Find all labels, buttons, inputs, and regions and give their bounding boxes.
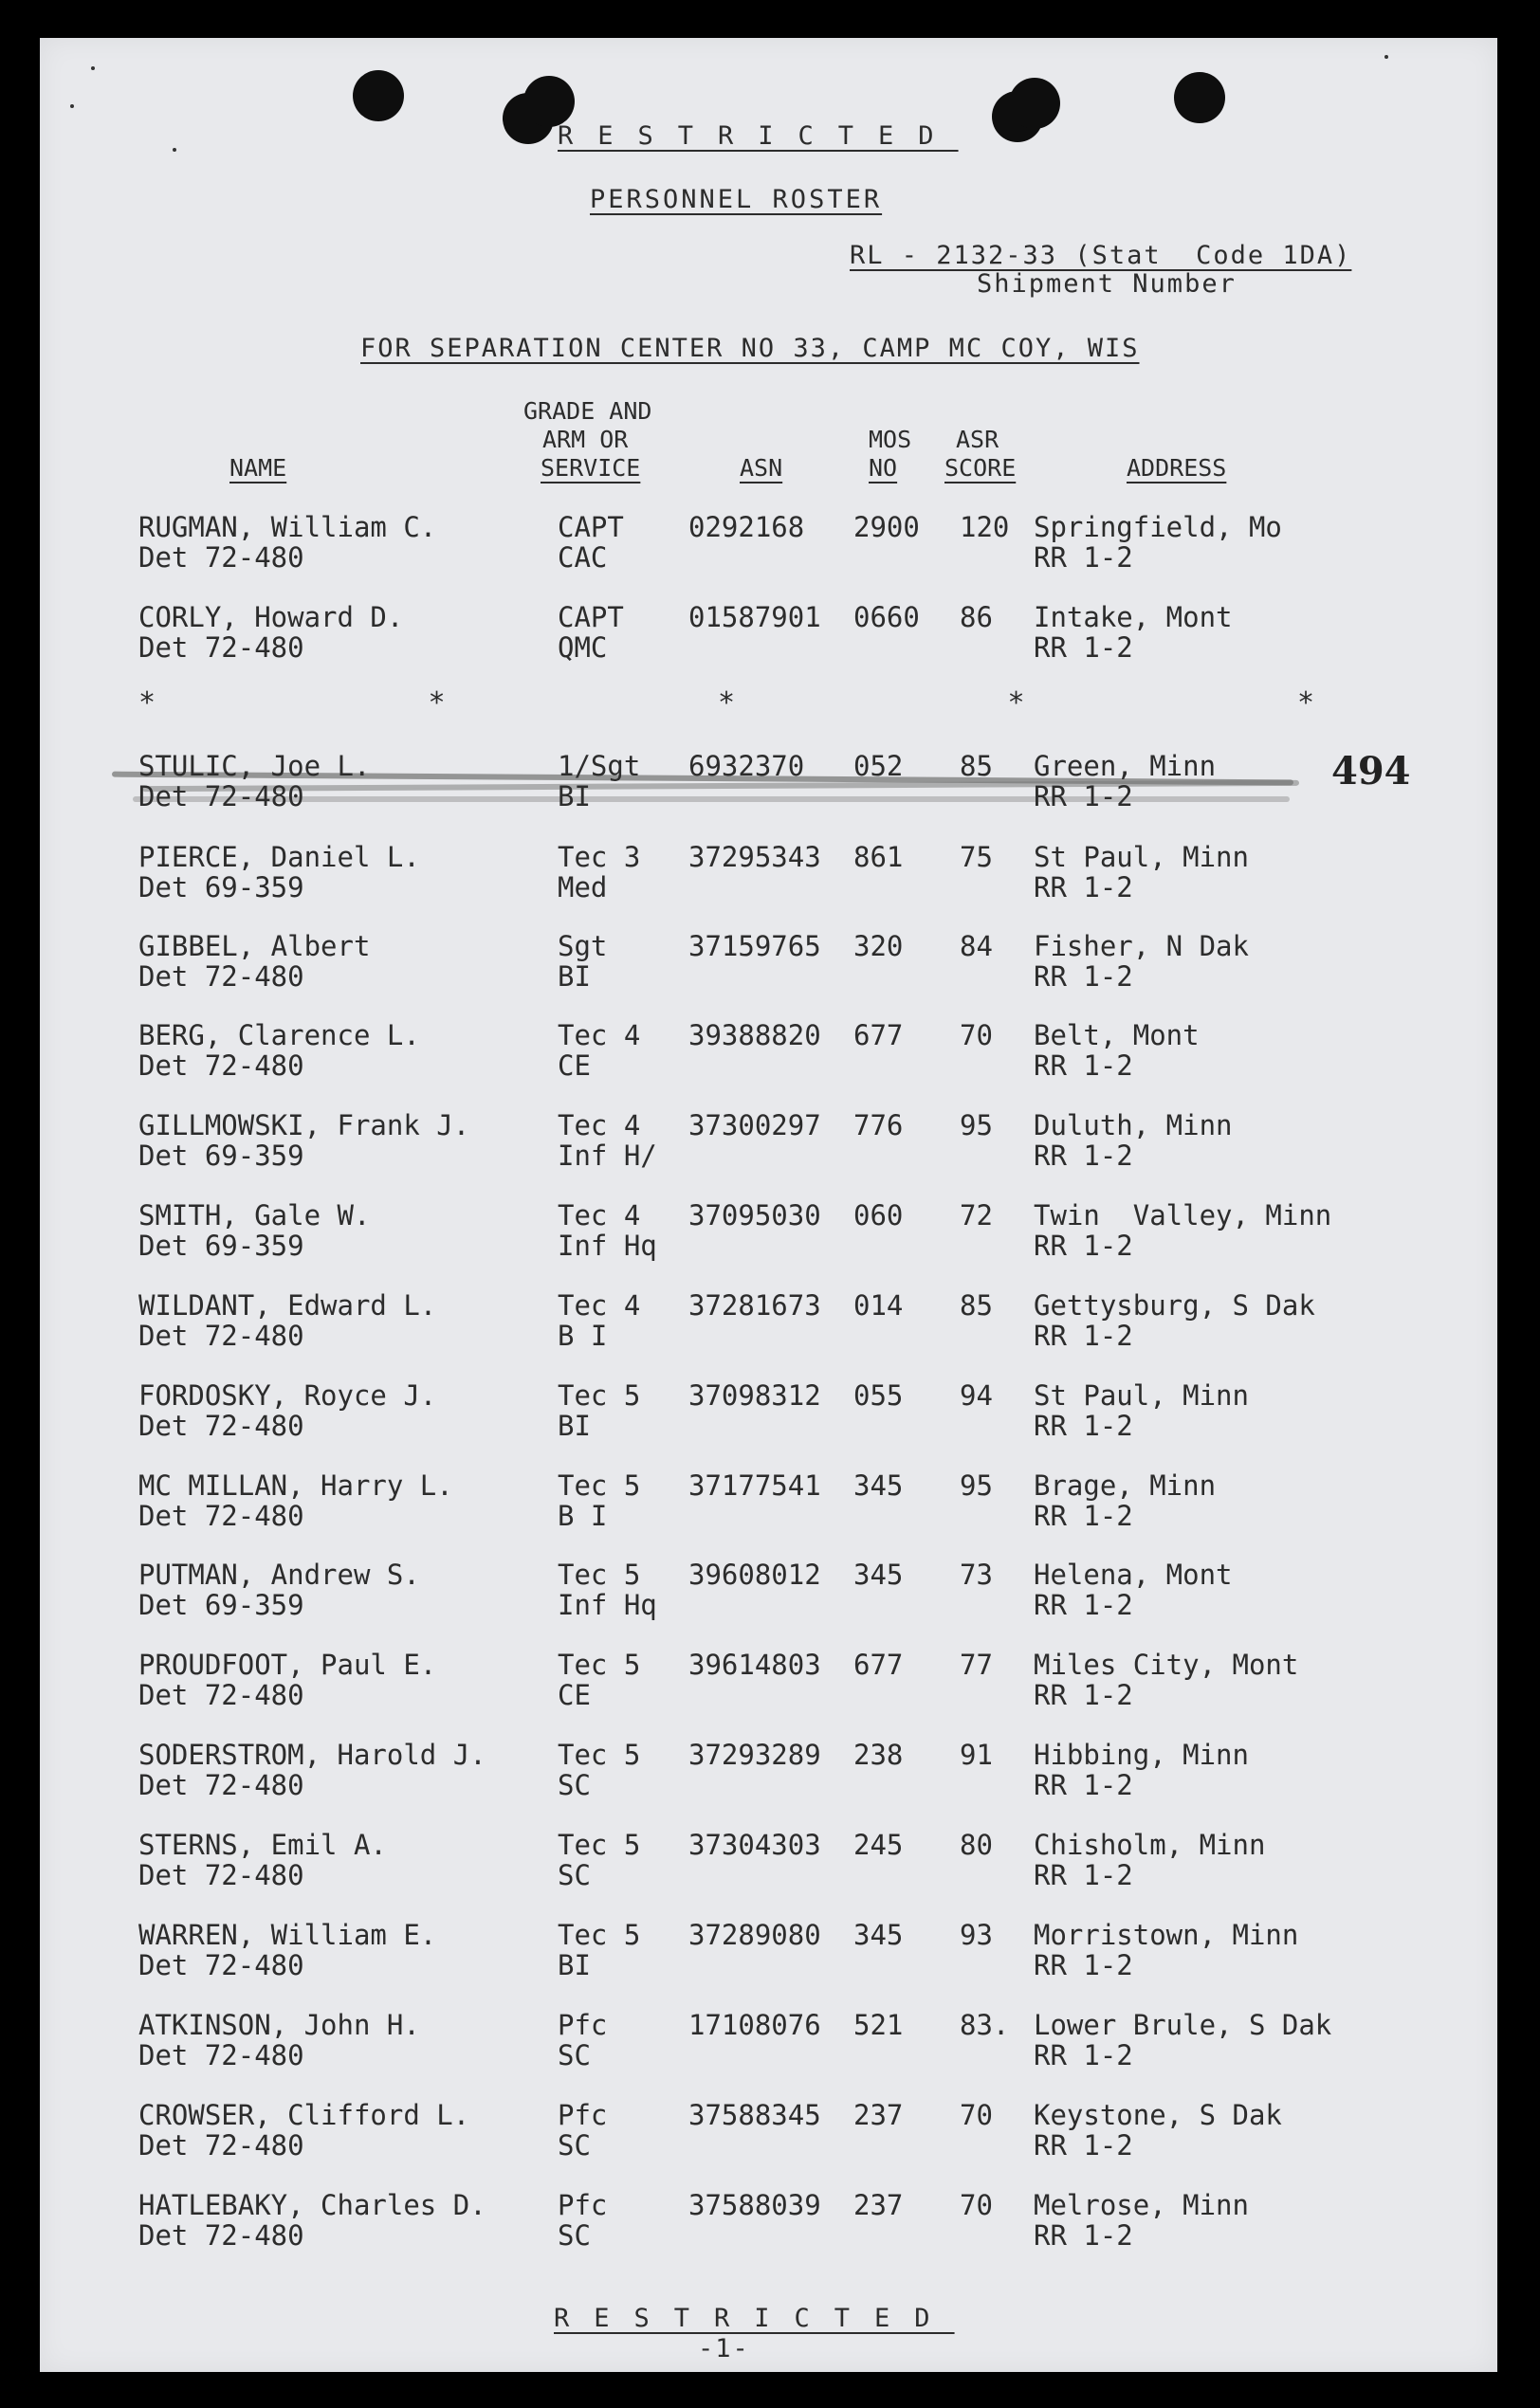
roster-rr: RR 1-2 <box>1034 1589 1133 1621</box>
roster-service: Med <box>558 871 608 903</box>
roster-mos: 237 <box>853 2099 904 2131</box>
roster-mos: 861 <box>853 841 904 873</box>
punch-hole-right-3 <box>1174 72 1225 123</box>
roster-name: STULIC, Joe L. <box>138 750 371 782</box>
roster-unit: Det 69-359 <box>138 1140 304 1172</box>
paper-speck <box>70 104 74 108</box>
roster-service: SC <box>558 1859 591 1891</box>
roster-grade: Tec 5 <box>558 1829 641 1861</box>
roster-rr: RR 1-2 <box>1034 1140 1133 1172</box>
roster-service: Inf H/ <box>558 1140 657 1172</box>
roster-address: Helena, Mont <box>1034 1559 1233 1591</box>
roster-name: WARREN, William E. <box>138 1919 437 1951</box>
roster-grade: Tec 5 <box>558 1469 641 1502</box>
roster-name: CORLY, Howard D. <box>138 601 404 633</box>
roster-asn: 0292168 <box>688 511 805 543</box>
roster-unit: Det 72-480 <box>138 2219 304 2252</box>
roster-service: CAC <box>558 541 608 574</box>
roster-name: HATLEBAKY, Charles D. <box>138 2189 486 2221</box>
roster-name: PUTMAN, Andrew S. <box>138 1559 420 1591</box>
roster-score: 70 <box>960 2099 993 2131</box>
shipment-code: RL - 2132-33 (Stat Code 1DA) <box>850 241 1352 270</box>
roster-name: GILLMOWSKI, Frank J. <box>138 1109 470 1141</box>
roster-rr: RR 1-2 <box>1034 2039 1133 2071</box>
roster-name: SODERSTROM, Harold J. <box>138 1739 486 1771</box>
roster-mos: 320 <box>853 930 904 962</box>
roster-mos: 052 <box>853 750 904 782</box>
roster-address: Hibbing, Minn <box>1034 1739 1249 1771</box>
separator-star: * <box>428 686 446 720</box>
punch-hole-left-1 <box>353 70 404 121</box>
roster-unit: Det 72-480 <box>138 960 304 993</box>
col-header-name: NAME <box>229 454 287 482</box>
roster-score: 73 <box>960 1559 993 1591</box>
roster-unit: Det 72-480 <box>138 2039 304 2071</box>
roster-asn: 37098312 <box>688 1379 821 1412</box>
roster-mos: 776 <box>853 1109 904 1141</box>
roster-address: Belt, Mont <box>1034 1019 1200 1051</box>
roster-address: Melrose, Minn <box>1034 2189 1249 2221</box>
roster-address: Intake, Mont <box>1034 601 1233 633</box>
roster-unit: Det 72-480 <box>138 1410 304 1442</box>
roster-score: 75 <box>960 841 993 873</box>
roster-score: 83. <box>960 2009 1010 2041</box>
roster-mos: 2900 <box>853 511 920 543</box>
roster-score: 95 <box>960 1469 993 1502</box>
roster-score: 93 <box>960 1919 993 1951</box>
col-header-grade-3: SERVICE <box>541 454 641 482</box>
roster-service: BI <box>558 780 591 812</box>
roster-address: Brage, Minn <box>1034 1469 1217 1502</box>
roster-asn: 37300297 <box>688 1109 821 1141</box>
roster-asn: 39614803 <box>688 1649 821 1681</box>
roster-asn: 17108076 <box>688 2009 821 2041</box>
roster-score: 70 <box>960 2189 993 2221</box>
roster-rr: RR 1-2 <box>1034 2219 1133 2252</box>
roster-rr: RR 1-2 <box>1034 541 1133 574</box>
roster-grade: Tec 4 <box>558 1199 641 1231</box>
roster-mos: 245 <box>853 1829 904 1861</box>
roster-unit: Det 72-480 <box>138 2129 304 2162</box>
roster-address: St Paul, Minn <box>1034 1379 1249 1412</box>
roster-score: 72 <box>960 1199 993 1231</box>
roster-unit: Det 69-359 <box>138 1230 304 1262</box>
punch-hole-left-3 <box>523 76 575 127</box>
roster-unit: Det 72-480 <box>138 1500 304 1532</box>
roster-asn: 37304303 <box>688 1829 821 1861</box>
roster-rr: RR 1-2 <box>1034 1230 1133 1262</box>
roster-service: QMC <box>558 631 608 664</box>
roster-mos: 521 <box>853 2009 904 2041</box>
roster-unit: Det 72-480 <box>138 780 304 812</box>
roster-unit: Det 72-480 <box>138 631 304 664</box>
roster-service: B I <box>558 1320 608 1352</box>
classification-top: RESTRICTED <box>558 121 959 151</box>
roster-name: PROUDFOOT, Paul E. <box>138 1649 437 1681</box>
roster-service: SC <box>558 2219 591 2252</box>
roster-name: SMITH, Gale W. <box>138 1199 371 1231</box>
col-header-asn: ASN <box>740 454 783 482</box>
roster-asn: 37177541 <box>688 1469 821 1502</box>
roster-mos: 345 <box>853 1469 904 1502</box>
roster-unit: Det 72-480 <box>138 541 304 574</box>
roster-name: PIERCE, Daniel L. <box>138 841 420 873</box>
roster-name: WILDANT, Edward L. <box>138 1289 437 1322</box>
roster-grade: Tec 5 <box>558 1919 641 1951</box>
roster-address: Green, Minn <box>1034 750 1217 782</box>
roster-grade: CAPT <box>558 601 624 633</box>
handwritten-number: 494 <box>1331 749 1411 794</box>
page-number: -1- <box>698 2334 750 2363</box>
roster-name: GIBBEL, Albert <box>138 930 371 962</box>
roster-title: PERSONNEL ROSTER <box>590 185 883 214</box>
roster-name: STERNS, Emil A. <box>138 1829 387 1861</box>
roster-unit: Det 72-480 <box>138 1679 304 1711</box>
roster-service: Inf Hq <box>558 1230 657 1262</box>
roster-mos: 345 <box>853 1559 904 1591</box>
roster-name: RUGMAN, William C. <box>138 511 437 543</box>
roster-score: 80 <box>960 1829 993 1861</box>
roster-service: B I <box>558 1500 608 1532</box>
roster-score: 120 <box>960 511 1010 543</box>
roster-mos: 055 <box>853 1379 904 1412</box>
col-header-asr-2: SCORE <box>944 454 1017 482</box>
roster-score: 85 <box>960 1289 993 1322</box>
destination-line: FOR SEPARATION CENTER NO 33, CAMP MC COY, WIS <box>360 334 1140 363</box>
roster-mos: 0660 <box>853 601 920 633</box>
roster-mos: 238 <box>853 1739 904 1771</box>
col-header-mos-2: NO <box>869 454 898 482</box>
col-header-address: ADDRESS <box>1127 454 1227 482</box>
roster-unit: Det 72-480 <box>138 1769 304 1801</box>
roster-address: Twin Valley, Minn <box>1034 1199 1332 1231</box>
roster-asn: 37295343 <box>688 841 821 873</box>
roster-unit: Det 72-480 <box>138 1320 304 1352</box>
separator-star: * <box>1296 686 1314 720</box>
roster-service: SC <box>558 2039 591 2071</box>
roster-service: BI <box>558 1410 591 1442</box>
roster-asn: 6932370 <box>688 750 805 782</box>
roster-grade: 1/Sgt <box>558 750 641 782</box>
shipment-label: Shipment Number <box>977 269 1237 299</box>
roster-grade: Tec 4 <box>558 1109 641 1141</box>
roster-rr: RR 1-2 <box>1034 871 1133 903</box>
separator-stars <box>138 686 1314 720</box>
roster-address: Fisher, N Dak <box>1034 930 1249 962</box>
roster-mos: 014 <box>853 1289 904 1322</box>
col-header-grade-2: ARM OR <box>542 426 629 453</box>
roster-address: Miles City, Mont <box>1034 1649 1299 1681</box>
separator-star: * <box>1007 686 1025 720</box>
roster-service: CE <box>558 1679 591 1711</box>
roster-score: 70 <box>960 1019 993 1051</box>
paper-speck <box>1384 55 1388 59</box>
roster-service: Inf Hq <box>558 1589 657 1621</box>
roster-asn: 37588039 <box>688 2189 821 2221</box>
roster-address: Keystone, S Dak <box>1034 2099 1282 2131</box>
roster-grade: Pfc <box>558 2009 608 2041</box>
roster-rr: RR 1-2 <box>1034 1679 1133 1711</box>
roster-asn: 39388820 <box>688 1019 821 1051</box>
roster-score: 91 <box>960 1739 993 1771</box>
roster-grade: Tec 5 <box>558 1739 641 1771</box>
roster-address: Lower Brule, S Dak <box>1034 2009 1332 2041</box>
roster-name: MC MILLAN, Harry L. <box>138 1469 453 1502</box>
roster-grade: Tec 4 <box>558 1019 641 1051</box>
paper-speck <box>91 66 95 70</box>
roster-unit: Det 69-359 <box>138 871 304 903</box>
roster-rr: RR 1-2 <box>1034 780 1133 812</box>
roster-asn: 37095030 <box>688 1199 821 1231</box>
roster-service: SC <box>558 1769 591 1801</box>
roster-score: 86 <box>960 601 993 633</box>
separator-star: * <box>138 686 156 720</box>
roster-grade: Tec 5 <box>558 1379 641 1412</box>
roster-rr: RR 1-2 <box>1034 1410 1133 1442</box>
roster-service: BI <box>558 960 591 993</box>
separator-star: * <box>717 686 736 720</box>
roster-address: Chisholm, Minn <box>1034 1829 1266 1861</box>
roster-service: BI <box>558 1949 591 1981</box>
roster-mos: 237 <box>853 2189 904 2221</box>
roster-name: CROWSER, Clifford L. <box>138 2099 470 2131</box>
roster-mos: 677 <box>853 1019 904 1051</box>
roster-rr: RR 1-2 <box>1034 631 1133 664</box>
roster-name: ATKINSON, John H. <box>138 2009 420 2041</box>
roster-rr: RR 1-2 <box>1034 1859 1133 1891</box>
roster-address: Springfield, Mo <box>1034 511 1282 543</box>
roster-asn: 37293289 <box>688 1739 821 1771</box>
roster-unit: Det 72-480 <box>138 1049 304 1082</box>
col-header-grade-1: GRADE AND <box>523 397 652 425</box>
classification-bottom: RESTRICTED <box>554 2304 955 2333</box>
roster-mos: 345 <box>853 1919 904 1951</box>
roster-service: SC <box>558 2129 591 2162</box>
roster-address: Duluth, Minn <box>1034 1109 1233 1141</box>
roster-asn: 39608012 <box>688 1559 821 1591</box>
col-header-mos-1: MOS <box>869 426 912 453</box>
col-header-asr-1: ASR <box>956 426 999 453</box>
roster-rr: RR 1-2 <box>1034 2129 1133 2162</box>
roster-score: 94 <box>960 1379 993 1412</box>
roster-rr: RR 1-2 <box>1034 1769 1133 1801</box>
paper-speck <box>173 148 176 152</box>
roster-rr: RR 1-2 <box>1034 960 1133 993</box>
roster-asn: 37289080 <box>688 1919 821 1951</box>
punch-hole-right-2 <box>1009 78 1060 129</box>
roster-unit: Det 69-359 <box>138 1589 304 1621</box>
roster-asn: 37159765 <box>688 930 821 962</box>
roster-service: CE <box>558 1049 591 1082</box>
roster-grade: Tec 3 <box>558 841 641 873</box>
roster-unit: Det 72-480 <box>138 1949 304 1981</box>
roster-score: 84 <box>960 930 993 962</box>
roster-asn: 37281673 <box>688 1289 821 1322</box>
roster-mos: 060 <box>853 1199 904 1231</box>
roster-address: St Paul, Minn <box>1034 841 1249 873</box>
roster-mos: 677 <box>853 1649 904 1681</box>
roster-name: BERG, Clarence L. <box>138 1019 420 1051</box>
roster-score: 95 <box>960 1109 993 1141</box>
roster-rr: RR 1-2 <box>1034 1949 1133 1981</box>
roster-grade: CAPT <box>558 511 624 543</box>
roster-grade: Tec 5 <box>558 1649 641 1681</box>
roster-grade: Tec 5 <box>558 1559 641 1591</box>
roster-address: Morristown, Minn <box>1034 1919 1299 1951</box>
roster-unit: Det 72-480 <box>138 1859 304 1891</box>
roster-address: Gettysburg, S Dak <box>1034 1289 1315 1322</box>
roster-score: 85 <box>960 750 993 782</box>
roster-rr: RR 1-2 <box>1034 1320 1133 1352</box>
roster-rr: RR 1-2 <box>1034 1049 1133 1082</box>
roster-grade: Pfc <box>558 2189 608 2221</box>
roster-grade: Pfc <box>558 2099 608 2131</box>
roster-asn: 01587901 <box>688 601 821 633</box>
roster-grade: Sgt <box>558 930 608 962</box>
roster-score: 77 <box>960 1649 993 1681</box>
roster-rr: RR 1-2 <box>1034 1500 1133 1532</box>
roster-grade: Tec 4 <box>558 1289 641 1322</box>
roster-asn: 37588345 <box>688 2099 821 2131</box>
roster-name: FORDOSKY, Royce J. <box>138 1379 437 1412</box>
